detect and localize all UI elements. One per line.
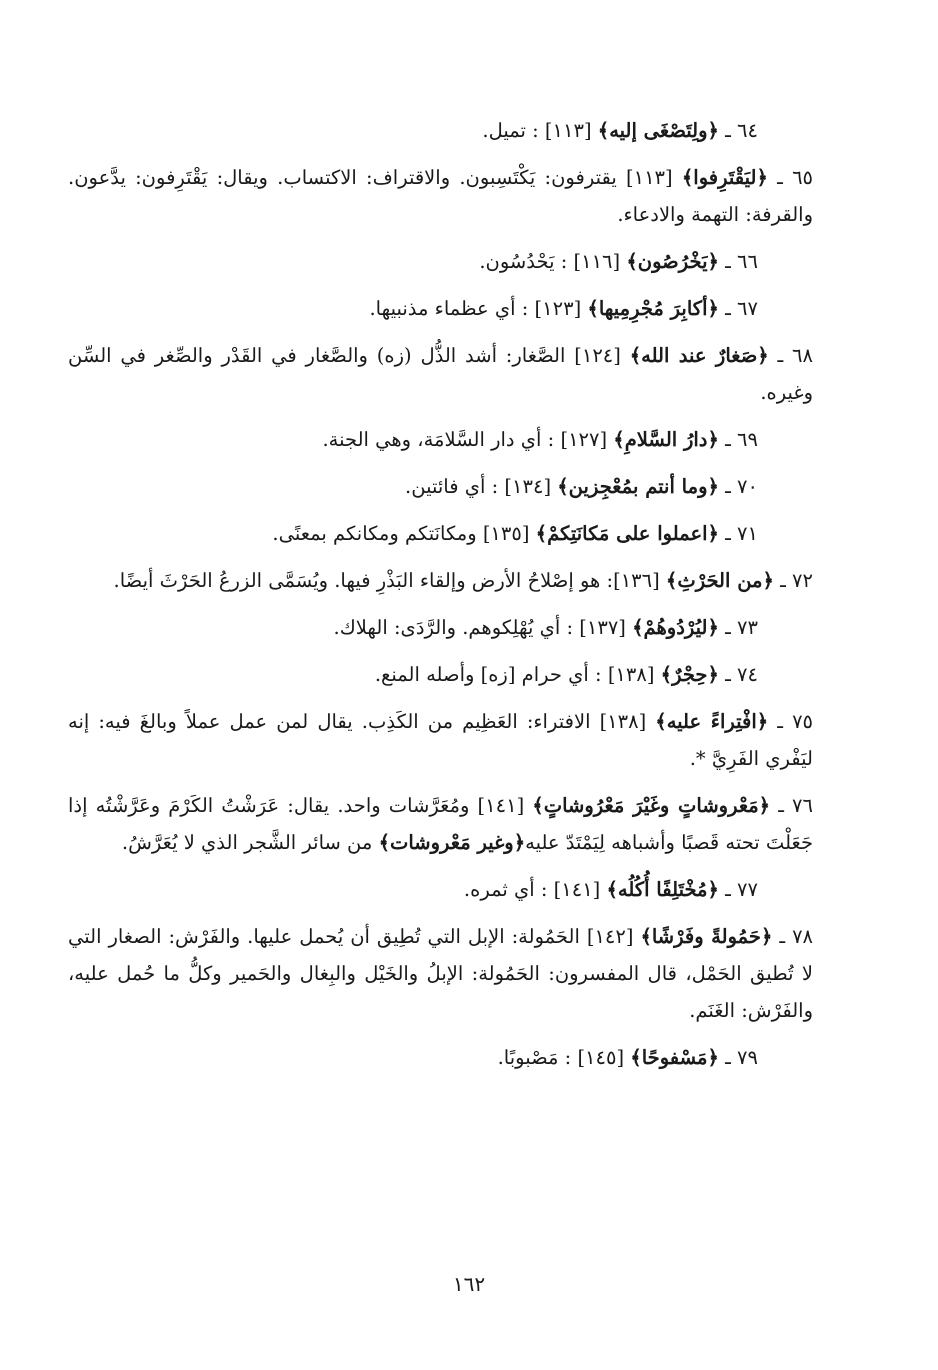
entry-number: ٧١ ـ: [725, 522, 758, 545]
entry-number: ٧٩ ـ: [725, 1046, 758, 1069]
quranic-term: ﴿يَخْرُصُون﴾: [626, 250, 719, 273]
verse-ref: [١٣٤]: [504, 475, 552, 498]
definition: يقترفون: يَكْتَسِبون. والاقتراف: الاكتساب. ويقال: يَقْتَرِفون: يدَّعون. والقرفة: التهمة والادعاء.: [68, 166, 813, 226]
verse-ref: [١٣٨]: [599, 710, 647, 733]
entry-75: [68, 703, 813, 777]
definition: ومُعَرَّشات واحد. يقال: عَرَشْتُ الكَرْمَ وعَرَّشْتُه إذا جَعَلْتَ تحته قَصبًا وأشباهه لِيَمْتَدّ عليه: [68, 794, 813, 854]
verse-ref: [١٤٢]: [586, 925, 634, 948]
verse-ref: [١٢٤]: [574, 344, 621, 367]
definition: : أي عظماء مذنبيها.: [369, 297, 529, 320]
entry-number: ٧٠ ـ: [725, 475, 758, 498]
quranic-term: ﴿ولِتَصْغَى إليه﴾: [597, 119, 719, 142]
verse-ref: [١٤١]: [477, 794, 525, 817]
quranic-term: ﴿حَمُولةً وفَرْشًا﴾: [640, 925, 773, 948]
entry-66: [68, 243, 813, 280]
entry-number: ٦٤ ـ: [725, 119, 758, 142]
verse-ref: [١٣٨]: [607, 663, 655, 686]
quranic-term: ﴿ليُرْدُوهُمْ﴾: [632, 616, 719, 639]
entry-number: ٦٩ ـ: [725, 428, 758, 451]
entry-64: [68, 112, 813, 149]
entry-74: [68, 656, 813, 693]
entry-number: ٧٢ ـ: [780, 569, 813, 592]
verse-ref: [١١٦]: [573, 250, 621, 273]
entry-73: [68, 609, 813, 646]
definition: : يَحْدُسُون.: [479, 250, 568, 273]
definition: : أي حرام [زه] وأصله المنع.: [374, 663, 602, 686]
page-body: [68, 112, 813, 1086]
entry-71: [68, 515, 813, 552]
entry-number: ٧٥ ـ: [777, 710, 814, 733]
entry-number: ٦٧ ـ: [725, 297, 758, 320]
quranic-term: ﴿مَسْفوحًا﴾: [630, 1046, 719, 1069]
verse-ref: [١٣٧]: [579, 616, 626, 639]
definition: الصَّغار: أشد الذُّل (زه) والصَّغار في القَدْر والصِّغر في السِّن وغيره.: [68, 344, 813, 404]
quranic-term: ﴿دارُ السَّلامِ﴾: [613, 428, 719, 451]
quranic-term: ﴿من الحَرْثِ﴾: [665, 569, 774, 592]
entry-number: ٧٣ ـ: [725, 616, 758, 639]
definition: : أي فائتين.: [405, 475, 499, 498]
entry-79: [68, 1039, 813, 1076]
definition: الافتراء: العَظِيم من الكَذِب. يقال لمن عمل عملاً وبالغَ فيه: إنه ليَفْري الفَرِيَّ *.: [68, 710, 813, 770]
definition: : أي دار السَّلامَة، وهي الجنة.: [322, 428, 555, 451]
page-number: ١٦٢: [452, 1272, 486, 1296]
definition: : أي ثمره.: [463, 878, 548, 901]
entry-number: ٧٧ ـ: [725, 878, 758, 901]
quranic-term: ﴿صَغارٌ عند الله﴾: [629, 344, 769, 367]
entry-67: [68, 290, 813, 327]
entry-70: [68, 468, 813, 505]
entry-number: ٧٤ ـ: [725, 663, 758, 686]
quranic-term: ﴿اعملوا على مَكانَتِكمْ﴾: [535, 522, 719, 545]
entry-number: ٧٦ ـ: [778, 794, 813, 817]
quranic-term: ﴿أكابِرَ مُجْرِمِيها﴾: [587, 297, 719, 320]
entry-72: [68, 562, 813, 599]
verse-ref: [١١٣]: [544, 119, 592, 142]
verse-ref: [١٣٥]: [482, 522, 530, 545]
verse-ref: [١٤٥]: [577, 1046, 625, 1069]
entry-65: [68, 159, 813, 233]
quranic-term: ﴿حِجْرٌ﴾: [660, 663, 719, 686]
definition-continued: من سائر الشَّجر الذي لا يُعَرَّشُ.: [121, 831, 373, 854]
verse-ref: [١١٣]: [626, 166, 673, 189]
quranic-term: ﴿افْتِراءً عليه﴾: [655, 710, 769, 733]
verse-ref: [١٢٧]: [560, 428, 608, 451]
entry-69: [68, 421, 813, 458]
definition: : أي يُهْلِكوهم. والرَّدَى: الهلاك.: [333, 616, 574, 639]
definition: الحَمُولة: الإبل التي تُطِيق أن يُحمل عليها. والفَرْش: الصغار التي لا تُطيق الحَمْل، قال المفسرون: الحَمُولة: الإبلُ والخَيْل والبِغال والحَمير وكلُّ ما حُمل عليه، والفَرْش: الغَنَم.: [68, 925, 813, 1022]
quranic-term: ﴿وما أنتم بمُعْجِزين﴾: [557, 475, 719, 498]
definition: : مَصْبوبًا.: [497, 1046, 572, 1069]
entry-78: [68, 918, 813, 1029]
entry-number: ٦٥ ـ: [777, 166, 814, 189]
entry-77: [68, 871, 813, 908]
quranic-term-secondary: ﴿وغير مَعْروشات﴾: [378, 831, 526, 854]
entry-number: ٦٨ ـ: [777, 344, 813, 367]
verse-ref: [١٢٣]: [534, 297, 582, 320]
definition: : تميل.: [482, 119, 539, 142]
verse-ref: [١٣٦]:: [606, 569, 660, 592]
quranic-term: ﴿مُخْتَلِفًا أُكُلُه﴾: [606, 878, 719, 901]
verse-ref: [١٤١]: [553, 878, 601, 901]
entry-number: ٧٨ ـ: [779, 925, 814, 948]
entry-number: ٦٦ ـ: [725, 250, 758, 273]
entry-76: [68, 787, 813, 861]
entry-68: [68, 337, 813, 411]
quranic-term: ﴿ليَقْتَرِفوا﴾: [681, 166, 768, 189]
definition: هو إصْلاحُ الأرض وإلقاء البَذْرِ فيها. ويُسَمَّى الزرعُ الحَرْثَ أيضًا.: [113, 569, 601, 592]
definition: ومكانَتكم ومكانكم بمعنًى.: [272, 522, 477, 545]
quranic-term: ﴿مَعْروشاتٍ وغَيْرَ مَعْرُوشاتٍ﴾: [532, 794, 771, 817]
